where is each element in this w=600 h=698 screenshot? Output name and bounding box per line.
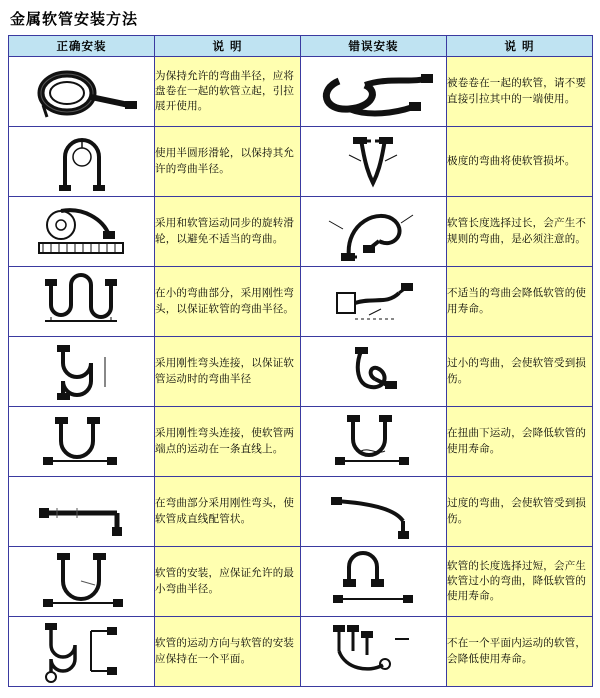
desc-wrong: 极度的弯曲将使软管损坏。 [447,127,593,197]
figure-rigid-elbow-straight-piping-correct [9,477,155,547]
header-wrong-desc: 说 明 [447,36,593,57]
desc-correct: 在弯曲部分采用刚性弯头，使软管成直线配管状。 [155,477,301,547]
table-row [9,477,593,547]
hose-installation-table [8,35,593,687]
desc-wrong: 在扭曲下运动，会降低软管的使用寿命。 [447,407,593,477]
desc-wrong: 软管长度选择过长，会产生不规则的弯曲，是必须注意的。 [447,197,593,267]
figure-same-plane-motion-correct [9,617,155,687]
desc-correct: 使用半圆形滑轮，以保持其允许的弯曲半径。 [155,127,301,197]
page-title: 金属软管安装方法 [10,10,139,28]
figure-twist-motion-wrong [301,407,447,477]
desc-wrong: 过小的弯曲，会使软管受到损伤。 [447,337,593,407]
figure-minimum-bend-radius-correct [9,547,155,617]
table-row [9,127,593,197]
desc-correct: 为保持允许的弯曲半径，应将盘卷在一起的软管立起，引拉展开使用。 [155,57,301,127]
figure-too-long-irregular-bend-wrong [301,197,447,267]
desc-wrong: 被卷卷在一起的软管，请不要直接引拉其中的一端使用。 [447,57,593,127]
header-correct-install: 正确安装 [9,36,155,57]
figure-too-small-bend-damage-wrong [301,337,447,407]
figure-rigid-bend-small-radius-correct [9,267,155,337]
figure-semicircular-sheave-correct [9,127,155,197]
figure-sync-rotating-sheave-correct [9,197,155,267]
figure-sharp-bend-wrong [301,127,447,197]
figure-coiled-hose-standing-correct [9,57,155,127]
desc-wrong: 不适当的弯曲会降低软管的使用寿命。 [447,267,593,337]
desc-wrong: 不在一个平面内运动的软管，会降低使用寿命。 [447,617,593,687]
header-wrong-install: 错误安装 [301,36,447,57]
desc-correct: 采用刚性弯头连接，以保证软管运动时的弯曲半径 [155,337,301,407]
figure-rigid-elbow-connection-correct [9,337,155,407]
table-row [9,197,593,267]
table-row [9,57,593,127]
desc-correct: 采用刚性弯头连接，使软管两端点的运动在一条直线上。 [155,407,301,477]
desc-correct: 软管的运动方向与软管的安装应保持在一个平面。 [155,617,301,687]
figure-too-long-small-bend-wrong [301,547,447,617]
table-row [9,267,593,337]
desc-correct: 软管的安装，应保证允许的最小弯曲半径。 [155,547,301,617]
figure-coiled-hose-pulled-wrong [301,57,447,127]
table-header [9,36,593,57]
table-row [9,407,593,477]
table-row [9,547,593,617]
figure-excessive-bend-damage-wrong [301,477,447,547]
desc-wrong: 软管的长度选择过短，会产生软管过小的弯曲，降低软管的使用寿命。 [447,547,593,617]
desc-correct: 采用和软管运动同步的旋转滑轮，以避免不适当的弯曲。 [155,197,301,267]
desc-wrong: 过度的弯曲，会使软管受到损伤。 [447,477,593,547]
header-correct-desc: 说 明 [155,36,301,57]
figure-rigid-elbow-straight-line-correct [9,407,155,477]
table-row [9,337,593,407]
figure-out-of-plane-motion-wrong [301,617,447,687]
table-row [9,617,593,687]
table-body [9,57,593,687]
figure-improper-bend-shortens-life-wrong [301,267,447,337]
desc-correct: 在小的弯曲部分，采用刚性弯头，以保证软管的弯曲半径。 [155,267,301,337]
